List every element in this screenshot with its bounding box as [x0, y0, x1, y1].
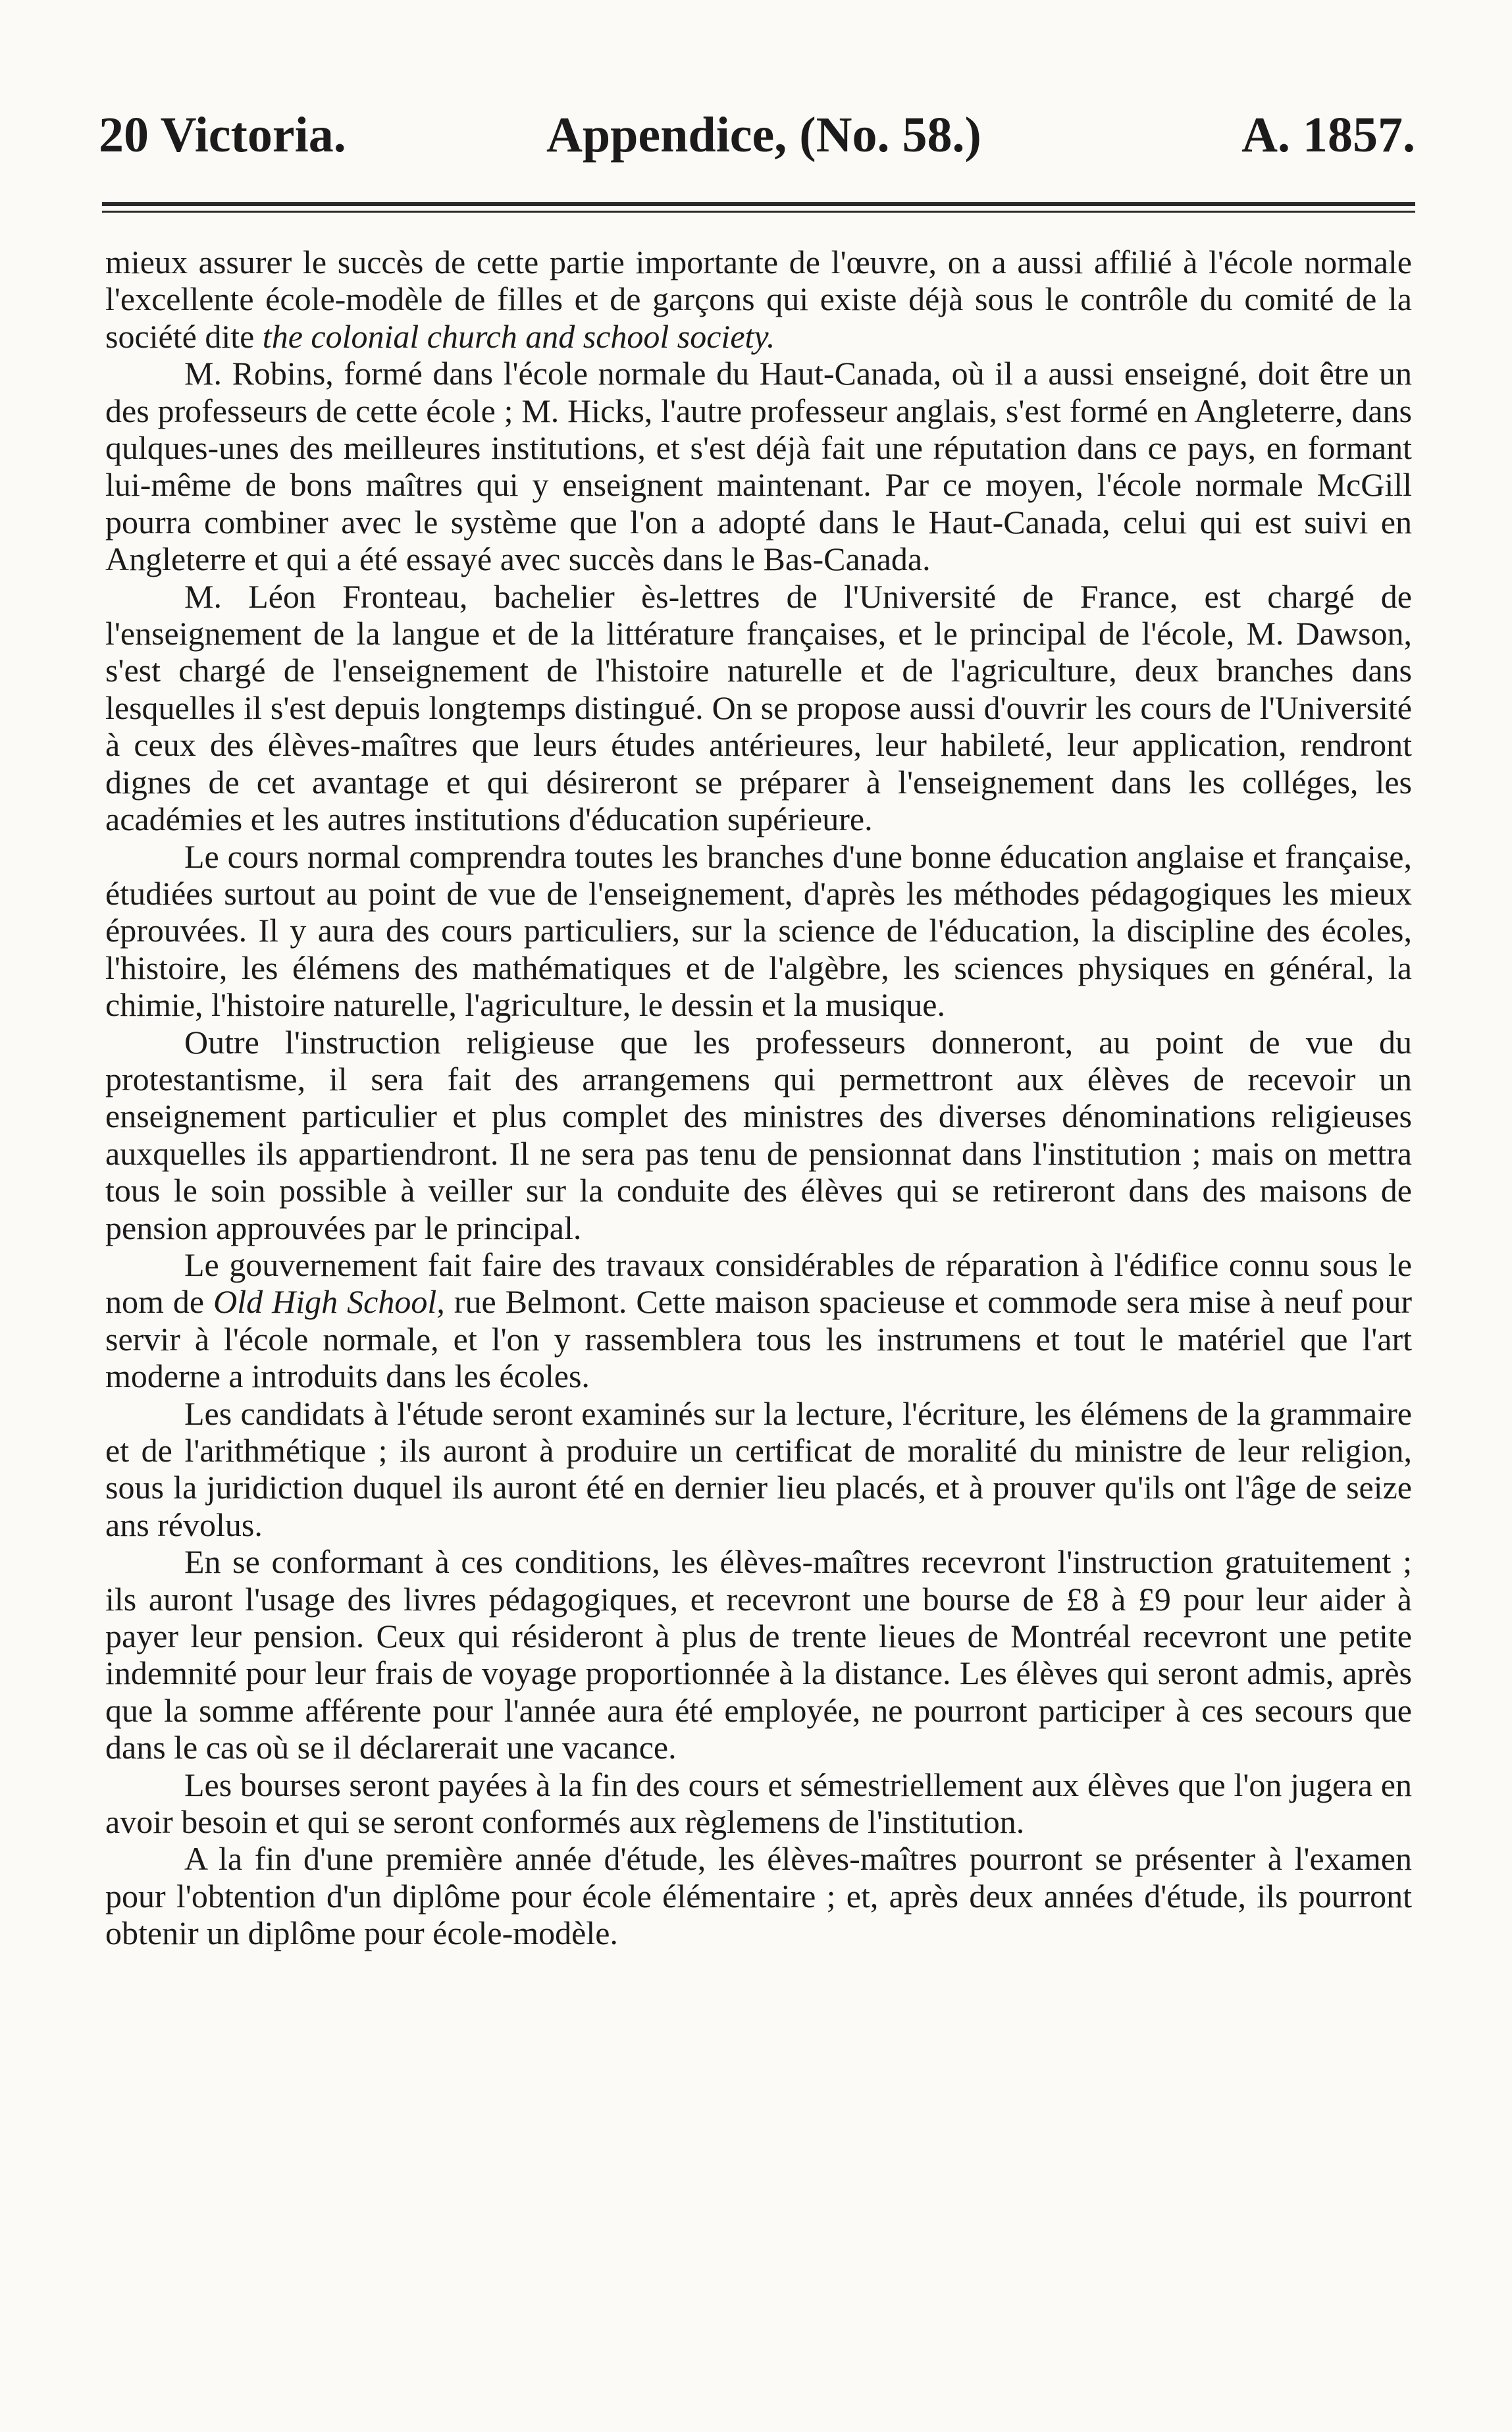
header-rule-thin [102, 211, 1415, 213]
header-appendix-number: Appendice, (No. 58.) [546, 107, 981, 163]
text-run: Les candidats à l'étude seront examinés sur la lecture, l'écriture, les élémens de la grammaire et de l'arithmétique ; ils auront à produire un certificat de moralité du ministre de leur religion, sous la juridiction duquel ils auront été en dernier lieu placés, et à prouver qu'ils ont l'âge de seize ans révolus. [105, 1394, 1412, 1543]
paragraph [105, 1766, 1412, 1841]
header-rule-thick [102, 202, 1415, 206]
text-run: En se conformant à ces conditions, les élèves-maîtres recevront l'instruction gratuitement ; ils auront l'usage des livres pédagogiques, et recevront une bourse de £8 à £9 pour leur aider à payer leur pension. Ceux qui résideront à plus de trente lieues de Montréal recevront une petite indemnité pour leur frais de voyage proportionnée à la distance. Les élèves qui seront admis, après que la somme afférente pour l'année aura été employée, ne pourront participer à ces secours que dans le cas où se il déclarerait une vacance. [105, 1543, 1412, 1766]
header-regnal-year: 20 Victoria. [99, 107, 346, 163]
italic-text: Old High School, [213, 1283, 445, 1321]
paragraph [105, 1395, 1412, 1544]
paragraph [105, 1024, 1412, 1246]
text-run: Le cours normal comprendra toutes les branches d'une bonne éducation anglaise et française, étudiées surtout au point de vue de l'enseignement, d'après les méthodes pédagogiques les mieux éprouvées. Il y aura des cours particuliers, sur la science de l'éducation, la discipline des écoles, l'histoire, les élémens des mathématiques et de l'algèbre, les sciences physiques en général, la chimie, l'histoire naturelle, l'agriculture, le dessin et la musique. [105, 837, 1412, 1024]
text-run: Le gouvernement fait faire des travaux considérables de réparation à l'édifice connu sous le nom de [105, 1246, 1412, 1321]
header-year: A. 1857. [1241, 107, 1415, 163]
paragraph [105, 244, 1412, 355]
text-run: M. Robins, formé dans l'école normale du Haut-Canada, où il a aussi enseigné, doit être un des professeurs de cette école ; M. Hicks, l'autre professeur anglais, s'est formé en Angleterre, dans qulques-unes des meilleures institutions, et s'est déjà fait une réputation dans ce pays, en formant lui-même de bons maîtres qui y enseignent maintenant. Par ce moyen, l'école normale McGill pourra combiner avec le système que l'on a adopté dans le Haut-Canada, celui qui est suivi en Angleterre et qui a été essayé avec succès dans le Bas-Canada. [105, 355, 1412, 578]
italic-text: the colonial church and school society. [262, 317, 775, 355]
paragraph [105, 355, 1412, 577]
body-text [105, 244, 1412, 1952]
text-run: Les bourses seront payées à la fin des cours et sémestriellement aux élèves que l'on jugera en avoir besoin et qui se seront conformés aux règlemens de l'institution. [105, 1766, 1412, 1841]
paragraph [105, 1246, 1412, 1395]
paragraph [105, 1840, 1412, 1951]
paragraph [105, 838, 1412, 1024]
paragraph [105, 1543, 1412, 1766]
text-run: rue Belmont. Cette maison spacieuse et commode sera mise à neuf pour servir à l'école normale, et l'on y rassemblera tous les instrumens et tout le matériel que l'art moderne a introduits dans les écoles. [105, 1283, 1413, 1395]
paragraph [105, 578, 1412, 838]
text-run: M. Léon Fronteau, bachelier ès-lettres de l'Université de France, est chargé de l'enseignement de la langue et de la littérature françaises, et le principal de l'école, M. Dawson, s'est chargé de l'enseignement de l'histoire naturelle et de l'agriculture, deux branches dans lesquelles il s'est depuis longtemps distingué. On se propose aussi d'ouvrir les cours de l'Université à ceux des élèves-maîtres que leurs études antérieures, leur habileté, leur application, rendront dignes de cet avantage et qui désireront se préparer à l'enseignement dans les colléges, les académies et les autres institutions d'éducation supérieure. [105, 577, 1412, 838]
text-run: A la fin d'une première année d'étude, les élèves-maîtres pourront se présenter à l'examen pour l'obtention d'un diplôme pour école élémentaire ; et, après deux années d'étude, ils pourront obtenir un diplôme pour école-modèle. [105, 1840, 1412, 1952]
text-run: mieux assurer le succès de cette partie importante de l'œuvre, on a aussi affilié à l'école normale l'excellente école-modèle de filles et de garçons qui existe déjà sous le contrôle du comité de la société dite [105, 244, 1412, 355]
text-run: Outre l'instruction religieuse que les professeurs donneront, au point de vue du protestantisme, il sera fait des arrangemens qui permettront aux élèves de recevoir un enseignement particulier et plus complet des ministres des diverses dénominations religieuses auxquelles ils appartiendront. Il ne sera pas tenu de pensionnat dans l'institution ; mais on mettra tous le soin possible à veiller sur la conduite des élèves qui se retireront dans des maisons de pension approuvées par le principal. [105, 1023, 1412, 1246]
running-header [99, 99, 1415, 171]
